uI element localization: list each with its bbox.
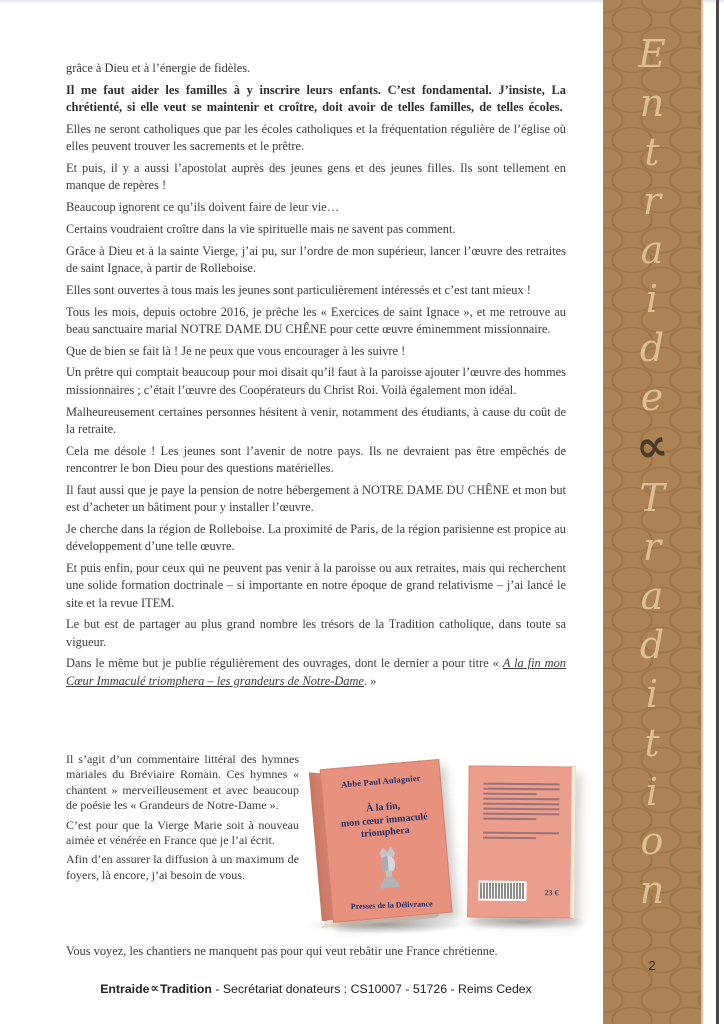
paragraph: Je cherche dans la région de Rolleboise. La proximité de Paris, de la région parisienne est propice au développement d’une telle œuvre. bbox=[66, 521, 566, 554]
paragraph: Afin d’en assurer la diffusion à un maximum de foyers, là encore, j’ai besoin de vous. bbox=[66, 852, 299, 882]
sidebar-letter: d bbox=[639, 623, 665, 667]
paragraph: Que de bien se fait là ! Je ne peux que vous encourager à les suivre ! bbox=[66, 343, 406, 358]
sidebar-band bbox=[603, 0, 703, 1024]
sidebar-letter: n bbox=[639, 81, 665, 125]
book-photo bbox=[300, 752, 592, 947]
paragraph: Malheureusement certaines personnes hésitent à venir, notamment des étudiants, à cause du coût de la retraite. bbox=[66, 404, 566, 436]
sidebar-letter: i bbox=[645, 277, 659, 321]
body-paragraphs bbox=[66, 60, 566, 695]
sidebar-letter: r bbox=[642, 525, 662, 569]
paragraph: Grâce à Dieu et à la sainte Vierge, j’ai pu, sur l’ordre de mon supérieur, lancer l’œuvre des retraites de saint Ignace, à partir de Rolleboise. bbox=[66, 243, 566, 275]
paragraph: grâce à Dieu et à l’énergie de fidèles. bbox=[66, 61, 251, 75]
ichthys-fish-icon: ∝ bbox=[150, 981, 159, 995]
paragraph: Et puis enfin, pour ceux qui ne peuvent pas venir à la paroisse ou aux retraites, mais qui recherchent une solide formation doctrinale – si importante en notre époque de grand relativisme – j’ai lancé le site et la revue ITEM. bbox=[66, 560, 566, 610]
footer-org-name-right: Tradition bbox=[159, 982, 212, 996]
sidebar-letter: o bbox=[640, 819, 664, 863]
footer bbox=[66, 982, 566, 996]
sidebar-letter: t bbox=[644, 721, 660, 765]
barcode-icon bbox=[478, 881, 526, 902]
paragraph: Le but est de partager au plus grand nombre les trésors de la Tradition catholique, dans toute sa vigueur. bbox=[66, 617, 566, 649]
paragraph: Cela me désole ! Les jeunes sont l’avenir de notre pays. Ils ne devraient pas être empêchés de rencontrer le bon Dieu pour des questions matérielles. bbox=[66, 443, 566, 475]
book-front-cover bbox=[320, 759, 453, 923]
scan-paper-edge-line bbox=[716, 0, 719, 1024]
sidebar-vertical-title bbox=[603, 30, 701, 915]
sidebar-letter: e bbox=[640, 375, 664, 419]
sidebar-letter: i bbox=[645, 672, 659, 716]
paragraph: Et puis, il y a aussi l’apostolat auprès des jeunes gens et des jeunes filles. Ils sont tellement en manque de repères ! bbox=[66, 160, 566, 193]
back-cover-blurb-lines bbox=[483, 783, 559, 821]
paragraph: Elles sont ouvertes à tous mais les jeunes sont particulièrement intéressés et c’est tant mieux ! bbox=[66, 282, 531, 297]
paragraph: Beaucoup ignorent ce qu’ils doivent faire de leur vie… bbox=[66, 200, 340, 215]
paragraph: Il s’agit d’un commentaire littéral des hymnes mariales du Bréviaire Romain. Ces hymnes « chantent » merveilleusement et avec beaucoup de poésie les « Grandeurs de Notre-Dame ». bbox=[66, 752, 299, 813]
virgin-mary-bust-icon bbox=[328, 838, 450, 897]
page-number: 2 bbox=[648, 958, 656, 973]
paragraph: Il faut aussi que je paye la pension de notre hébergement à NOTRE DAME DU CHÊNE et mon but est d’acheter un bâtiment pour y installer l’œuvre. bbox=[66, 482, 566, 515]
back-cover-credit-lines bbox=[483, 832, 559, 840]
sidebar-letter: n bbox=[639, 868, 665, 912]
paragraph: Il me faut aider les familles à y inscrire leurs enfants. C’est fondamental. J’insiste, La chrétienté, si elle veut se maintenir et croître, doit avoir de telles familles, de telles écoles. bbox=[66, 82, 566, 115]
sidebar-letter: d bbox=[639, 326, 665, 370]
sidebar-letter: T bbox=[639, 476, 665, 520]
ichthys-fish-icon: ∝ bbox=[632, 419, 671, 474]
book-column-paragraphs bbox=[66, 752, 299, 887]
sidebar-letter: a bbox=[640, 574, 664, 618]
book-front bbox=[320, 759, 451, 921]
book-price: 23 € bbox=[544, 888, 559, 898]
paragraph: C’est pour que la Vierge Marie soit à nouveau aimée et vénérée en France que je l’ai écrit. bbox=[66, 817, 299, 848]
footer-address: - Secrétariat donateurs : CS10007 - 51726 - Reims Cedex bbox=[215, 982, 532, 996]
paragraph: Dans le même but je publie régulièrement des ouvrages, dont le dernier a pour titre « A la fin mon Cœur Immaculé triomphera – les grandeurs de Notre-Dame. » bbox=[66, 656, 566, 688]
paragraph: Un prêtre qui comptait beaucoup pour moi disait qu’il faut à la paroisse ajouter l’œuvre des hommes missionnaires ; c’était l’œuvre des Coopérateurs du Christ Roi. Voilà également mon idéal. bbox=[66, 365, 566, 397]
book-back-cover bbox=[467, 765, 576, 918]
footer-org-name-left: Entraide bbox=[100, 982, 150, 996]
sidebar-letter: i bbox=[645, 770, 659, 814]
sidebar-letter: E bbox=[638, 32, 666, 76]
sidebar-letter: t bbox=[644, 130, 660, 174]
sidebar-letter: a bbox=[640, 228, 664, 272]
book-publisher: Presses de la Délivrance bbox=[350, 899, 433, 912]
sidebar-letter: r bbox=[642, 179, 662, 223]
closing-paragraph: Vous voyez, les chantiers ne manquent pas pour qui veut rebâtir une France chrétienne. bbox=[66, 944, 498, 958]
book-author: Abbé Paul Aulagnier bbox=[340, 772, 422, 790]
paragraph: Tous les mois, depuis octobre 2016, je prêche les « Exercices de saint Ignace », et me retrouve au beau sanctuaire marial NOTRE DAME DU CHÊNE pour cette œuvre éminemment missionnaire. bbox=[66, 304, 566, 336]
paragraph: Certains voudraient croître dans la vie spirituelle mais ne savent pas comment. bbox=[66, 221, 456, 236]
paragraph: Elles ne seront catholiques que par les écoles catholiques et la fréquentation régulière de l’église où elles peuvent trouver les sacrements et le prêtre. bbox=[66, 121, 566, 154]
book-title: À la fin, mon cœur immaculé triomphera bbox=[340, 800, 429, 841]
